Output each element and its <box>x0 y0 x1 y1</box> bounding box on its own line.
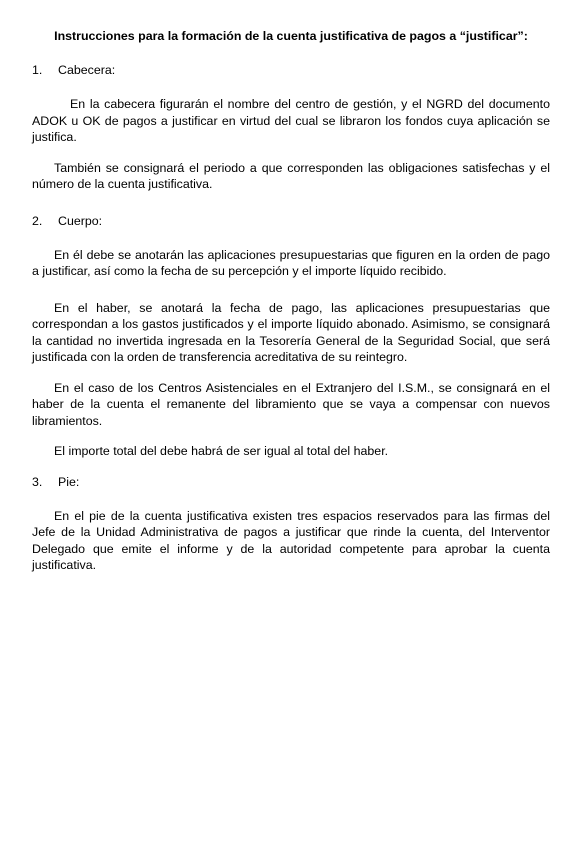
section-heading-pie <box>32 474 550 490</box>
paragraph: En el pie de la cuenta justificativa existen tres espacios reservados para las firmas del Jefe de la Unidad Administrativa de pagos a justificar que rinde la cuenta, del Interventor Delegado que emite el informe y de la autoridad competente para aprobar la cuenta justificativa. <box>32 508 550 572</box>
paragraph: En él debe se anotarán las aplicaciones presupuestarias que figuren en la orden de pago a justificar, así como la fecha de su percepción y el importe líquido recibido. <box>32 247 550 278</box>
section-title: Pie: <box>58 474 80 489</box>
section-number: 1. <box>32 63 43 77</box>
section-title: Cabecera: <box>58 63 116 77</box>
document-page <box>32 22 550 588</box>
section-title: Cuerpo: <box>58 213 103 228</box>
paragraph: En el haber, se anotará la fecha de pago, las aplicaciones presupuestarias que correspondan a los gastos justificados y el importe líquido abonado. Asimismo, se consignará la cantidad no invertida ingresada en la Tesorería General de la Seguridad Social, que será justificada con la orden de transferencia acreditativa de su reintegro. <box>32 300 550 364</box>
section-number: 2. <box>32 213 43 228</box>
paragraph: El importe total del debe habrá de ser igual al total del haber. <box>54 444 389 458</box>
section-heading-cabecera <box>32 62 550 78</box>
paragraph: En la cabecera figurarán el nombre del centro de gestión, y el NGRD del documento ADOK u OK de pagos a justificar en virtud del cual se libraron los fondos cuya aplicación se justifica. <box>32 97 550 144</box>
section-heading-cuerpo <box>32 213 550 229</box>
paragraph: También se consignará el periodo a que corresponden las obligaciones satisfechas y el número de la cuenta justificativa. <box>32 160 550 191</box>
paragraph: En el caso de los Centros Asistenciales en el Extranjero del I.S.M., se consignará en el haber de la cuenta el remanente del libramiento que se vaya a compensar con nuevos libramientos. <box>32 380 550 428</box>
section-number: 3. <box>32 474 43 489</box>
document-title: Instrucciones para la formación de la cuenta justificativa de pagos a “justificar”: <box>54 29 528 43</box>
